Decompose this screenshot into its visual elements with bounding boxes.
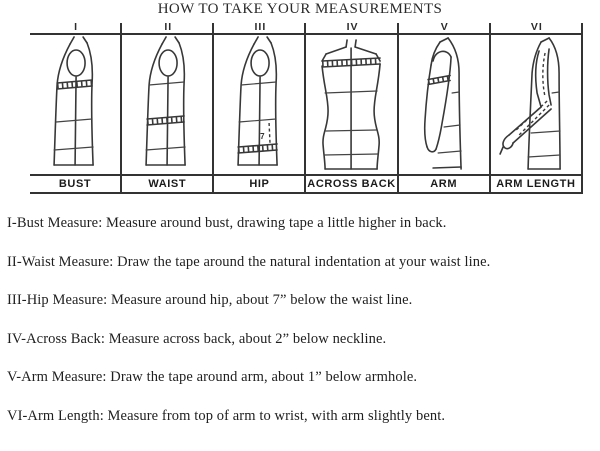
dress-form-hip-illustration	[214, 35, 304, 174]
panel-across-back-label: ACROSS BACK	[306, 174, 398, 194]
instruction-arm-length: VI-Arm Length: Measure from top of arm to wrist, with arm slightly bent.	[7, 407, 446, 424]
dress-form-bust-illustration	[30, 35, 120, 174]
panel-across-back-numeral: IV	[346, 21, 359, 33]
panel-hip-figure	[214, 33, 306, 174]
panel-hip-numeral: III	[254, 21, 267, 33]
dress-form-waist-illustration	[122, 35, 212, 174]
instruction-hip: III-Hip Measure: Measure around hip, about 7” below the waist line.	[7, 292, 413, 308]
panel-arm-numeral: V	[440, 21, 449, 33]
panel-arm-length	[491, 18, 583, 194]
page-title: HOW TO TAKE YOUR MEASUREMENTS	[157, 1, 443, 17]
panel-waist-figure	[122, 33, 214, 174]
panel-bust-label: BUST	[30, 174, 122, 194]
hip-offset-annotation: 7	[260, 132, 265, 141]
panel-bust-numeral: I	[74, 21, 79, 33]
panel-waist-numeral: II	[164, 21, 173, 33]
panel-across-back	[306, 18, 398, 194]
panel-bust	[30, 18, 122, 194]
panel-arm-figure	[399, 33, 491, 174]
measurement-chart	[30, 18, 583, 194]
panel-waist-label: WAIST	[122, 174, 214, 194]
panel-hip	[214, 18, 306, 194]
panel-bust-figure	[30, 33, 122, 174]
arm-length-illustration	[491, 35, 581, 174]
panel-arm-label: ARM	[399, 174, 491, 194]
arm-measure-illustration	[399, 35, 489, 174]
instruction-bust: I-Bust Measure: Measure around bust, drawing tape a little higher in back.	[7, 215, 447, 231]
panel-arm-length-figure	[491, 33, 583, 174]
panel-across-back-figure	[306, 33, 398, 174]
panel-hip-label: HIP	[214, 174, 306, 194]
panel-arm-length-numeral: VI	[530, 21, 543, 33]
instruction-across-back: IV-Across Back: Measure across back, about 2” below neckline.	[7, 330, 387, 347]
panel-waist	[122, 18, 214, 194]
panel-arm-length-label: ARM LENGTH	[491, 174, 583, 194]
instruction-waist: II-Waist Measure: Draw the tape around the natural indentation at your waist line.	[7, 253, 491, 270]
instruction-list	[0, 194, 600, 425]
instruction-arm: V-Arm Measure: Draw the tape around arm, about 1” below armhole.	[7, 369, 418, 385]
panel-arm	[399, 18, 491, 194]
back-view-illustration	[306, 35, 396, 174]
